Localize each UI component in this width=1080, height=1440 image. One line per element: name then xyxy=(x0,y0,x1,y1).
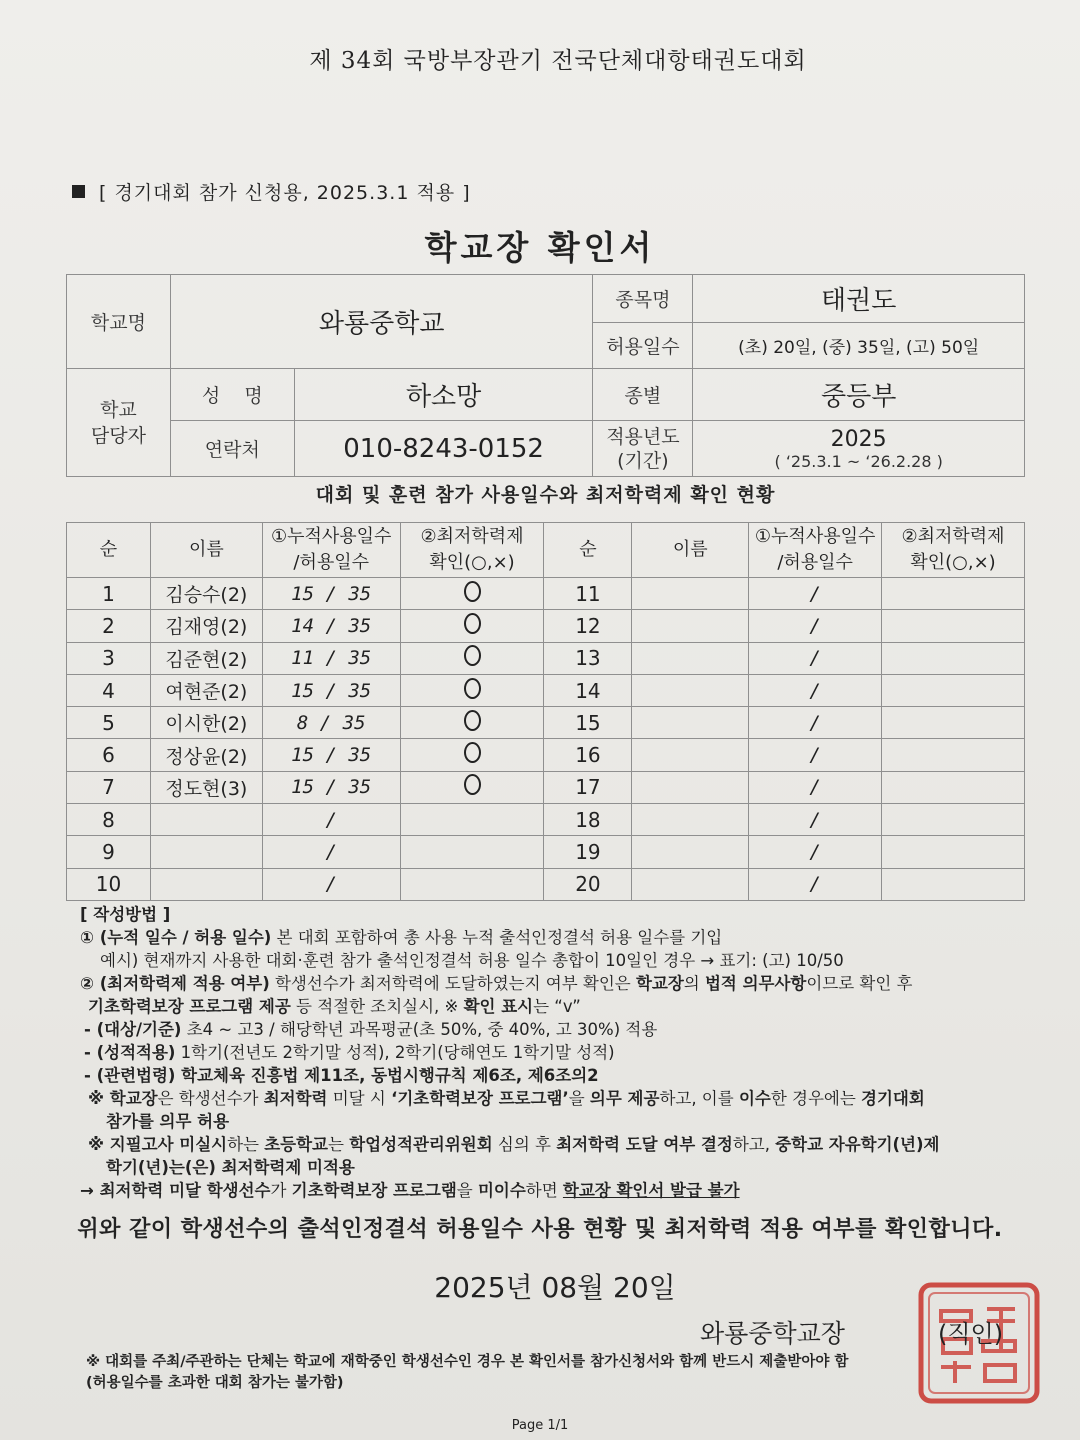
check-mark-circle xyxy=(464,581,481,602)
confirmation-statement: 위와 같이 학생선수의 출석인정결석 허용일수 사용 현황 및 최저학력 적용 여부를 확인합니다. xyxy=(77,1217,1003,1242)
row-days: / xyxy=(749,868,882,900)
row-no: 9 xyxy=(67,836,151,868)
row-name xyxy=(632,610,749,642)
header-name-right: 이름 xyxy=(632,523,749,578)
division-value: 중등부 xyxy=(693,369,1025,421)
row-check xyxy=(400,771,544,803)
row-name xyxy=(632,739,749,771)
event-label: 종목명 xyxy=(593,275,693,323)
row-check xyxy=(882,578,1025,610)
row-days: 15 / 35 xyxy=(262,674,400,706)
notes-heading: [ 작성방법 ] xyxy=(80,905,171,924)
check-mark-circle xyxy=(464,774,481,795)
table-row xyxy=(67,771,1025,803)
row-check xyxy=(400,674,544,706)
check-mark-circle xyxy=(464,710,481,731)
row-name xyxy=(632,674,749,706)
row-name: 여현준(2) xyxy=(150,674,262,706)
row-name xyxy=(632,868,749,900)
row-no: 3 xyxy=(67,642,151,674)
contact-label: 연락처 xyxy=(170,421,294,477)
period-value: ( ‘25.3.1 ~ ‘26.2.28 ) xyxy=(774,451,943,471)
row-days: / xyxy=(262,804,400,836)
school-label: 학교명 xyxy=(67,275,171,369)
seal-label: (직인) xyxy=(938,1320,1004,1348)
row-check xyxy=(400,578,544,610)
row-no: 20 xyxy=(544,868,632,900)
row-name xyxy=(150,804,262,836)
row-days: / xyxy=(749,642,882,674)
footnote xyxy=(86,1352,848,1394)
usage-line xyxy=(72,178,471,205)
row-days: 15 / 35 xyxy=(262,771,400,803)
usage-text: [ 경기대회 참가 신청용, 2025.3.1 적용 ] xyxy=(99,182,471,204)
row-no: 15 xyxy=(544,707,632,739)
header-no: 순 xyxy=(67,523,151,578)
row-name: 김승수(2) xyxy=(150,578,262,610)
division-label: 종별 xyxy=(593,369,693,421)
row-check xyxy=(400,707,544,739)
row-no: 4 xyxy=(67,674,151,706)
footnote-line-2: (허용일수를 초과한 대회 참가는 불가함) xyxy=(86,1375,344,1391)
row-no: 13 xyxy=(544,642,632,674)
row-days: / xyxy=(749,771,882,803)
row-name xyxy=(632,771,749,803)
table-row xyxy=(67,804,1025,836)
row-no: 2 xyxy=(67,610,151,642)
row-days: / xyxy=(749,674,882,706)
note-ref-2-cont: 학기(년)는(은) 최저학력제 미적용 xyxy=(106,1158,355,1177)
note-ref-1: ※ 학교장은 학생선수가 최저학력 미달 시 ‘기초학력보장 프로그램’을 의무 제공하고, 이를 이수한 경우에는 경기대회 xyxy=(88,1089,925,1108)
row-check xyxy=(400,804,544,836)
note-1: ① (누적 일수 / 허용 일수) 본 대회 포함하여 총 사용 누적 출석인정결석 허용 일수를 기입 xyxy=(80,928,723,947)
row-check xyxy=(882,868,1025,900)
row-name xyxy=(150,868,262,900)
table-row xyxy=(67,610,1025,642)
row-no: 7 xyxy=(67,771,151,803)
name-label: 성 명 xyxy=(170,369,294,421)
check-mark-circle xyxy=(464,613,481,634)
contact-value: 010-8243-0152 xyxy=(294,421,593,477)
table-row xyxy=(67,642,1025,674)
header-days-right: ①누적사용일수 /허용일수 xyxy=(749,523,882,578)
row-name: 이시한(2) xyxy=(150,707,262,739)
row-check xyxy=(882,674,1025,706)
row-days: / xyxy=(262,836,400,868)
row-no: 19 xyxy=(544,836,632,868)
row-days: 15 / 35 xyxy=(262,578,400,610)
event-value: 태권도 xyxy=(693,275,1025,323)
roster-header-row xyxy=(67,523,1025,578)
row-no: 5 xyxy=(67,707,151,739)
manager-label: 학교 담당자 xyxy=(67,369,171,477)
table-row xyxy=(67,868,1025,900)
note-ref-1-cont: 참가를 의무 허용 xyxy=(106,1112,230,1131)
row-name xyxy=(632,642,749,674)
school-value: 와룡중학교 xyxy=(170,275,593,369)
header-no-right: 순 xyxy=(544,523,632,578)
allowed-value: (초) 20일, (중) 35일, (고) 50일 xyxy=(693,323,1025,369)
year-value: 2025 xyxy=(830,426,887,452)
row-check xyxy=(882,804,1025,836)
row-name xyxy=(632,804,749,836)
row-days: / xyxy=(749,804,882,836)
row-name xyxy=(632,578,749,610)
row-no: 12 xyxy=(544,610,632,642)
note-target: - (대상/기준) 초4 ~ 고3 / 해당학년 과목평균(초 50%, 중 40%, 고 30%) 적용 xyxy=(84,1020,658,1039)
row-check xyxy=(882,836,1025,868)
competition-title: 제 34회 국방부장관기 전국단체대항태권도대회 xyxy=(309,48,807,74)
row-days: 11 / 35 xyxy=(262,642,400,674)
row-days: / xyxy=(749,610,882,642)
note-2: ② (최저학력제 적용 여부) 학생선수가 최저학력에 도달하였는지 여부 확인은 학교장의 법적 의무사항이므로 확인 후 xyxy=(80,974,913,993)
row-name: 김준현(2) xyxy=(150,642,262,674)
manager-name: 하소망 xyxy=(294,369,593,421)
row-check xyxy=(882,642,1025,674)
table-row xyxy=(67,739,1025,771)
row-name: 김재영(2) xyxy=(150,610,262,642)
row-no: 17 xyxy=(544,771,632,803)
row-check xyxy=(400,836,544,868)
check-mark-circle xyxy=(464,678,481,699)
row-name: 정도현(3) xyxy=(150,771,262,803)
row-name xyxy=(632,707,749,739)
table-row xyxy=(67,707,1025,739)
row-no: 6 xyxy=(67,739,151,771)
issue-date: 2025년 08월 20일 xyxy=(434,1271,676,1304)
footnote-line-1: ※ 대회를 주최/주관하는 단체는 학교에 재학중인 학생선수인 경우 본 확인서를 참가신청서와 함께 반드시 제출받아야 함 xyxy=(86,1354,849,1370)
row-days: 15 / 35 xyxy=(262,739,400,771)
row-check xyxy=(400,868,544,900)
row-check xyxy=(882,610,1025,642)
note-ref-3: → 최저학력 미달 학생선수가 기초학력보장 프로그램을 미이수하면 학교장 확인서 발급 불가 xyxy=(80,1181,740,1200)
year-cell xyxy=(693,421,1025,477)
table-row xyxy=(67,836,1025,868)
row-days: / xyxy=(749,707,882,739)
row-no: 11 xyxy=(544,578,632,610)
row-days: 8 / 35 xyxy=(262,707,400,739)
roster-table xyxy=(66,522,1025,901)
row-days: / xyxy=(262,868,400,900)
header-name: 이름 xyxy=(150,523,262,578)
page-number: Page 1/1 xyxy=(511,1418,569,1433)
table-row xyxy=(67,578,1025,610)
row-no: 10 xyxy=(67,868,151,900)
document-title: 학교장 확인서 xyxy=(424,228,656,267)
check-mark-circle xyxy=(464,742,481,763)
row-no: 16 xyxy=(544,739,632,771)
row-name xyxy=(632,836,749,868)
row-days: / xyxy=(749,578,882,610)
row-no: 14 xyxy=(544,674,632,706)
roster-subtitle: 대회 및 훈련 참가 사용일수와 최저학력제 확인 현황 xyxy=(315,484,776,506)
row-name xyxy=(150,836,262,868)
row-no: 18 xyxy=(544,804,632,836)
note-laws: - (관련법령) 학교체육 진흥법 제11조, 동법시행규칙 제6조, 제6조의2 xyxy=(84,1066,599,1085)
header-check-right: ②최저학력제 확인(○,×) xyxy=(882,523,1025,578)
writing-instructions xyxy=(80,903,1040,1202)
note-ref-2: ※ 지필고사 미실시하는 초등학교는 학업성적관리위원회 심의 후 최저학력 도달 여부 결정하고, 중학교 자유학기(년)제 xyxy=(88,1135,940,1154)
check-mark-circle xyxy=(464,645,481,666)
row-name: 정상윤(2) xyxy=(150,739,262,771)
allowed-label: 허용일수 xyxy=(593,323,693,369)
row-check xyxy=(400,642,544,674)
row-check xyxy=(400,610,544,642)
year-label: 적용년도 (기간) xyxy=(593,421,693,477)
row-days: / xyxy=(749,836,882,868)
row-check xyxy=(882,771,1025,803)
header-days: ①누적사용일수 /허용일수 xyxy=(262,523,400,578)
row-check xyxy=(882,739,1025,771)
row-no: 1 xyxy=(67,578,151,610)
info-table xyxy=(66,274,1025,477)
row-check xyxy=(882,707,1025,739)
header-check: ②최저학력제 확인(○,×) xyxy=(400,523,544,578)
row-days: 14 / 35 xyxy=(262,610,400,642)
row-no: 8 xyxy=(67,804,151,836)
table-row xyxy=(67,674,1025,706)
principal-signature: 와룡중학교장 xyxy=(700,1319,845,1348)
note-2-cont: 기초학력보장 프로그램 제공 등 적절한 조치실시, ※ 확인 표시는 “v” xyxy=(88,997,581,1016)
row-check xyxy=(400,739,544,771)
row-days: / xyxy=(749,739,882,771)
note-grades: - (성적적용) 1학기(전년도 2학기말 성적), 2학기(당해연도 1학기말 성적) xyxy=(84,1043,615,1062)
square-bullet-icon xyxy=(72,185,85,198)
note-1-example: 예시) 현재까지 사용한 대회·훈련 참가 출석인정결석 허용 일수 총합이 10일인 경우 → 표기: (고) 10/50 xyxy=(100,951,844,970)
